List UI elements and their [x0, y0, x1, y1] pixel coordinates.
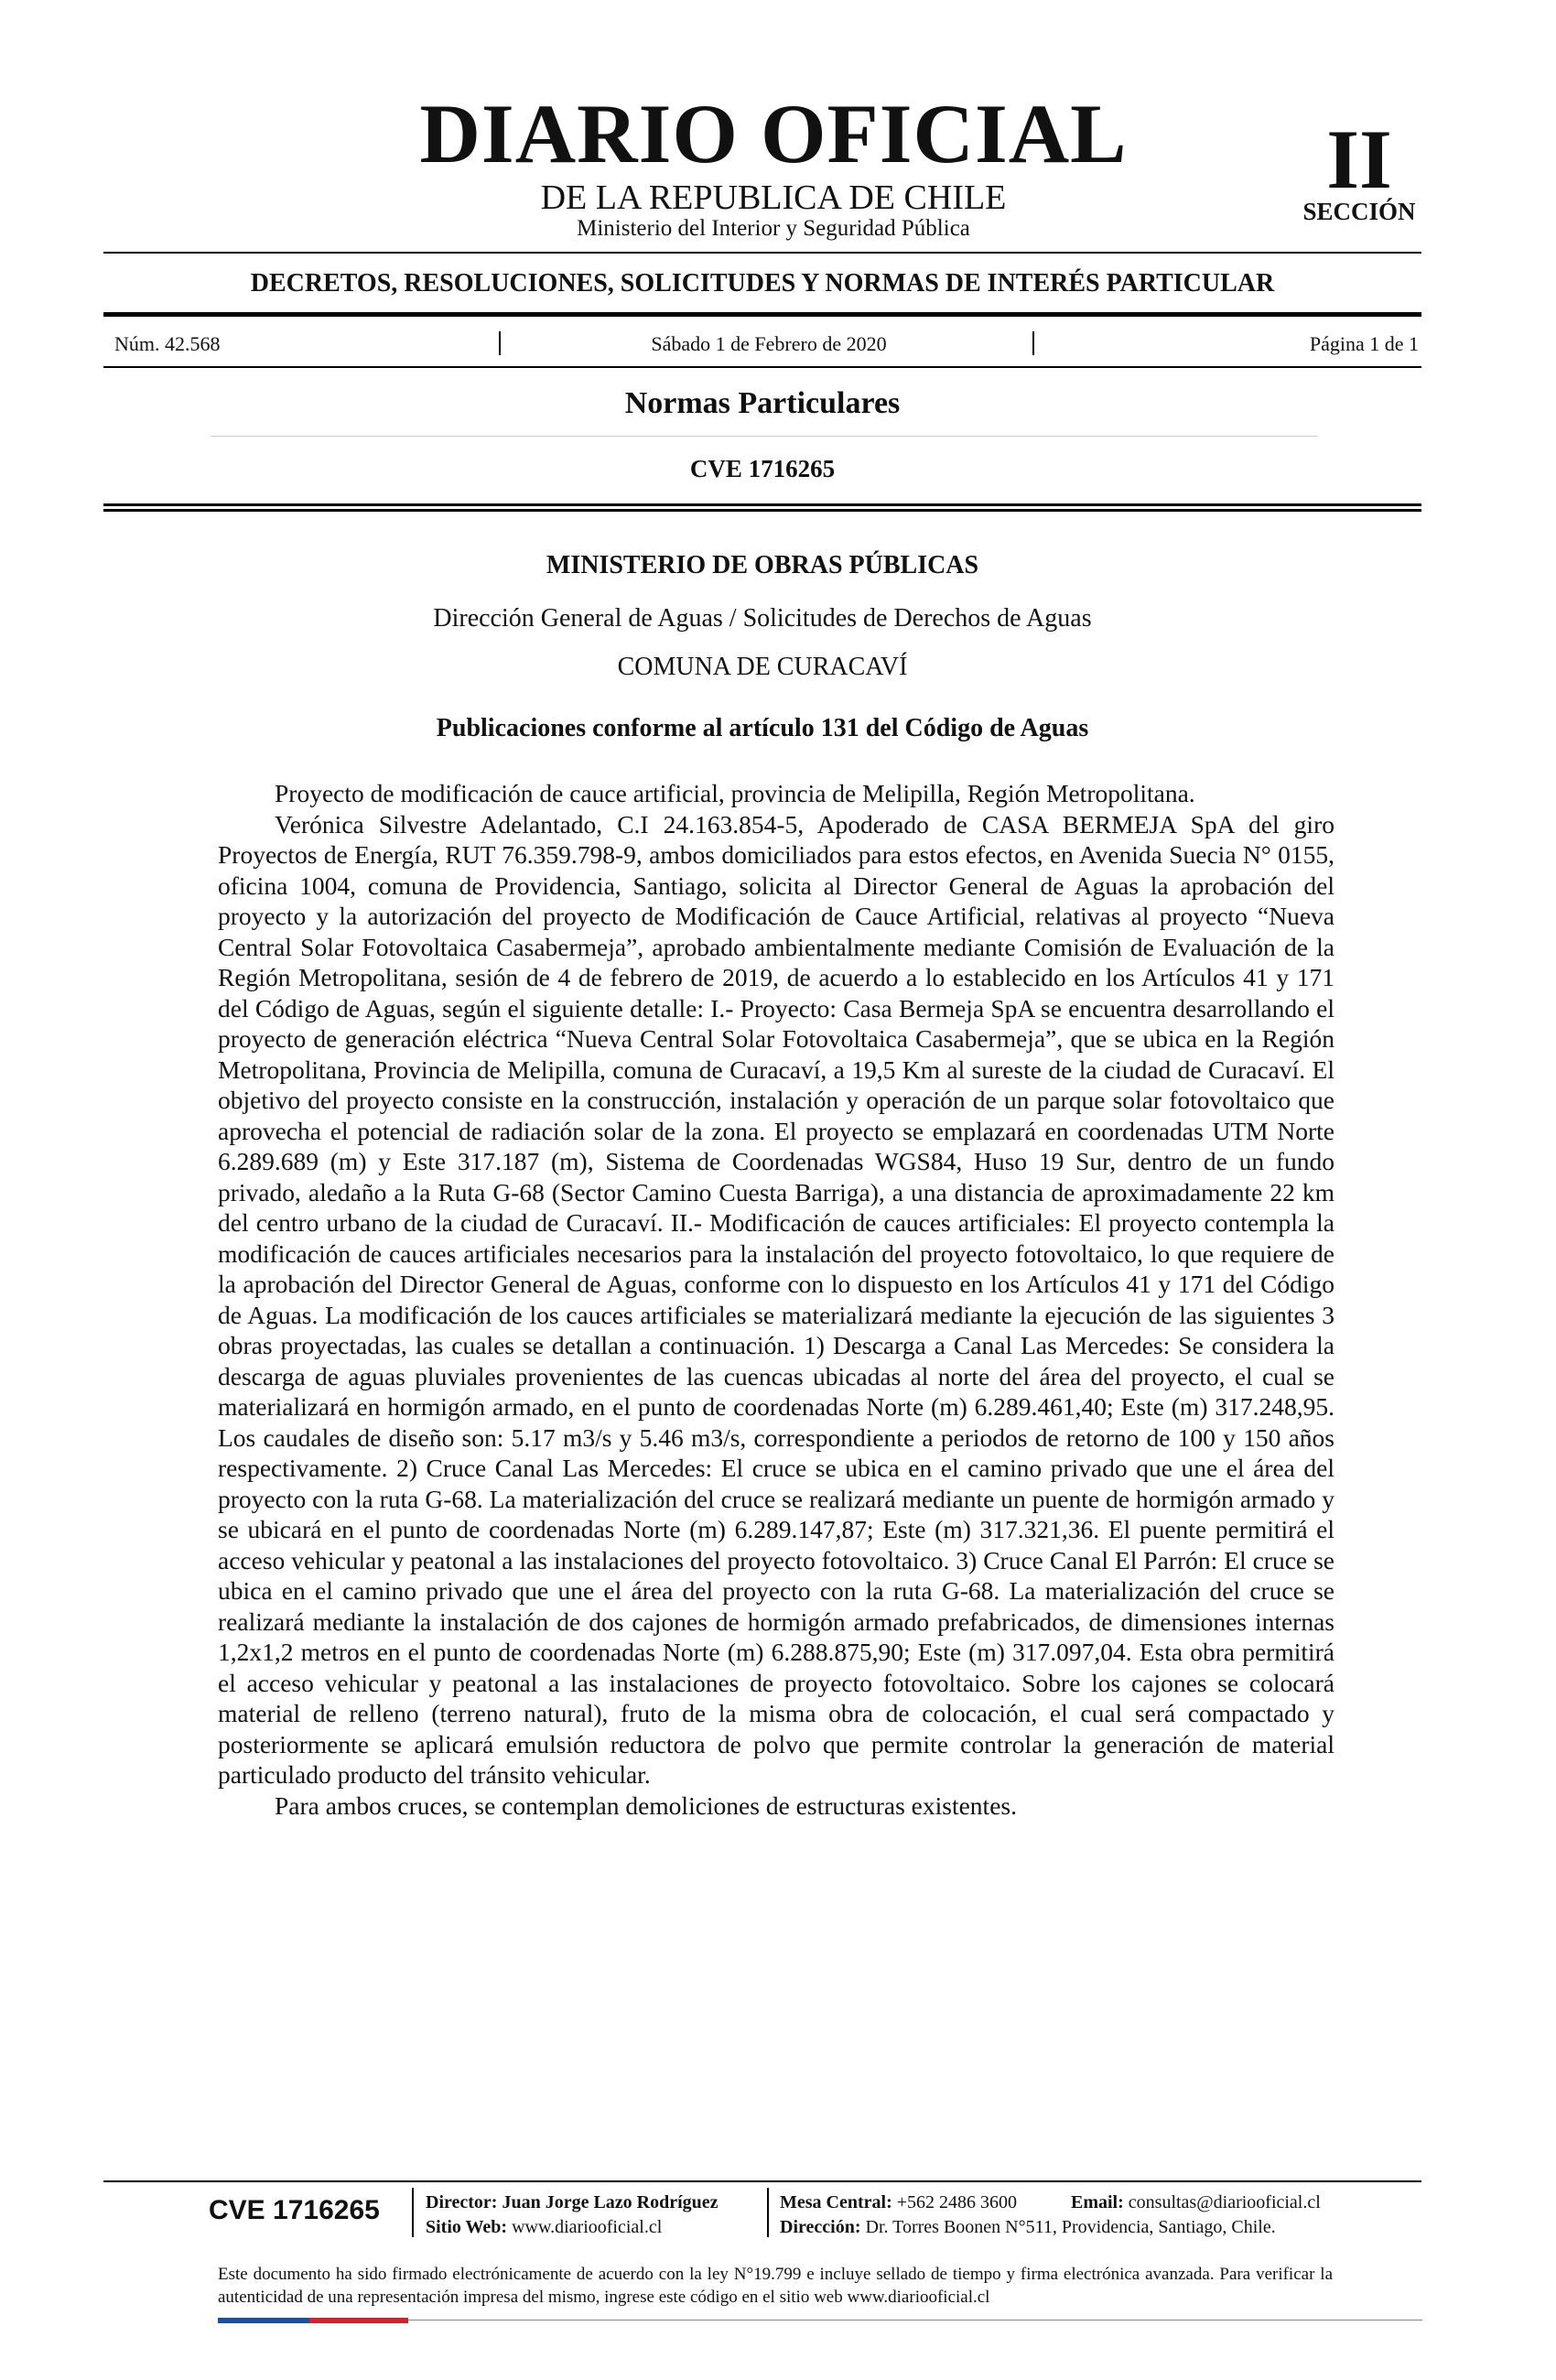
issue-date: Sábado 1 de Febrero de 2020: [651, 332, 887, 355]
comuna-heading: COMUNA DE CURACAVÍ: [617, 653, 908, 681]
body-paragraph: Para ambos cruces, se contemplan demoliciones de estructuras existentes.: [275, 1790, 1017, 1820]
cve-code: CVE 1716265: [689, 455, 836, 482]
section-label: SECCIÓN: [1302, 198, 1416, 225]
director-name: Juan Jorge Lazo Rodríguez: [502, 2192, 719, 2212]
website-link[interactable]: www.diariooficial.cl: [512, 2217, 663, 2237]
footer-phone: [780, 2191, 1017, 2215]
category-heading: DECRETOS, RESOLUCIONES, SOLICITUDES Y NORMAS DE INTERÉS PARTICULAR: [250, 269, 1275, 298]
section-title-divider: [211, 436, 1318, 437]
issue-rule: [103, 366, 1421, 368]
footer-separator: [412, 2188, 414, 2237]
document-body: [218, 778, 1334, 1821]
header-rule-thick: [103, 312, 1421, 317]
email-label: Email:: [1071, 2192, 1124, 2212]
section-title: Normas Particulares: [624, 386, 901, 420]
footer-rule-top: [103, 2180, 1421, 2182]
body-paragraph: Verónica Silvestre Adelantado, C.I 24.163.854-5, Apoderado de CASA BERMEJA SpA del giro Proyectos de Energía, RUT 76.359.798-9, ambos domiciliados para estos efectos, en Avenida Suecia N° 0155, oficina 1004, comuna de Providencia, Santiago, solicita al Director General de Aguas la aprobación del proyecto y la autorización del proyecto de Modificación de Cauce Artificial, relativas al proyecto “Nueva Central Solar Fotovoltaica Casabermeja”, aprobado ambientalmente mediante Comisión de Evaluación de la Región Metropolitana, sesión de 4 de febrero de 2019, de acuerdo a lo establecido en los Artículos 41 y 171 del Código de Aguas, según el siguiente detalle: I.- Proyecto: Casa Bermeja SpA se encuentra desarrollando el proyecto de generación eléctrica “Nueva Central Solar Fotovoltaica Casabermeja”, que se ubica en la Región Metropolitana, Provincia de Melipilla, comuna de Curacaví, a 19,5 Km al sureste de la ciudad de Curacaví. El objetivo del proyecto consiste en la construcción, instalación y operación de un parque solar fotovoltaico que aprovecha el potencial de radiación solar de la zona. El proyecto se emplazará en coordenadas UTM Norte 6.289.689 (m) y Este 317.187 (m), Sistema de Coordenadas WGS84, Huso 19 Sur, dentro de un fundo privado, aledaño a la Ruta G-68 (Sector Camino Cuesta Barriga), a una distancia de aproximadamente 22 km del centro urbano de la ciudad de Curacaví. II.- Modificación de cauces artificiales: El proyecto contempla la modificación de cauces artificiales necesarios para la instalación del proyecto fotovoltaico, lo que requiere de la aprobación del Director General de Aguas, conforme con lo dispuesto en los Artículos 41 y 171 del Código de Aguas. La modificación de los cauces artificiales se materializará mediante la ejecución de las siguientes 3 obras proyectadas, las cuales se detallan a continuación. 1) Descarga a Canal Las Mercedes: Se considera la descarga de aguas pluviales provenientes de las cuencas ubicadas al norte del área del proyecto, el cual se materializará en hormigón armado, en el punto de coordenadas Norte (m) 6.289.461,40; Este (m) 317.248,95. Los caudales de diseño son: 5.17 m3/s y 5.46 m3/s, correspondiente a periodos de retorno de 100 y 150 años respectivamente. 2) Cruce Canal Las Mercedes: El cruce se ubica en el camino privado que une el área del proyecto con la ruta G-68. La materialización del cruce se realizará mediante un puente de hormigón armado y se ubicará en el punto de coordenadas Norte (m) 6.289.147,87; Este (m) 317.321,36. El puente permitirá el acceso vehicular y peatonal a las instalaciones del proyecto fotovoltaico. 3) Cruce Canal El Parrón: El cruce se ubica en el camino privado que une el área del proyecto con la ruta G-68. La materialización del cruce se realizará mediante la instalación de dos cajones de hormigón armado prefabricados, de dimensiones internas 1,2x1,2 metros en el punto de coordenadas Norte (m) 6.288.875,90; Este (m) 317.097,04. Esta obra permitirá el acceso vehicular y peatonal a las instalaciones de proyecto fotovoltaico. Sobre los cajones se colocará material de relleno (terreno natural), fruto de la misma obra de colocación, el cual será compactado y posteriormente se aplicará emulsión reductora de polvo que permite controlar la generación de material particulado producto del tránsito vehicular.: [218, 809, 1334, 1789]
masthead-subtitle: DE LA REPUBLICA DE CHILE: [540, 178, 1007, 217]
body-paragraph: Proyecto de modificación de cauce artificial, provincia de Melipilla, Región Metropolitana.: [275, 779, 1195, 807]
direction-subheading: Dirección General de Aguas / Solicitudes de Derechos de Aguas: [433, 604, 1092, 633]
footer-director: [426, 2191, 719, 2215]
publication-title: Publicaciones conforme al artículo 131 del Código de Aguas: [436, 714, 1089, 742]
address-value: Dr. Torres Boonen N°511, Providencia, Santiago, Chile.: [865, 2217, 1276, 2237]
phone-label: Mesa Central:: [780, 2192, 892, 2212]
director-label: Director:: [426, 2192, 498, 2212]
phone-number: +562 2486 3600: [896, 2192, 1018, 2212]
address-label: Dirección:: [780, 2217, 861, 2237]
footer-email: [1071, 2191, 1321, 2215]
issue-separator-left: [499, 331, 501, 355]
issue-page: Página 1 de 1: [1309, 332, 1419, 355]
masthead-ministry: Ministerio del Interior y Seguridad Pública: [577, 216, 970, 241]
issue-separator-right: [1032, 331, 1034, 355]
footer-separator: [767, 2188, 769, 2237]
flag-stripe-blue: [218, 2318, 309, 2323]
footer-address: [780, 2215, 1276, 2240]
footer-website: [426, 2215, 662, 2240]
footer-cve-code: CVE 1716265: [209, 2195, 380, 2225]
ministry-heading: MINISTERIO DE OBRAS PÚBLICAS: [546, 551, 979, 579]
header-rule-top: [103, 252, 1421, 254]
cve-rule-bottom: [103, 509, 1421, 512]
cve-rule-top: [103, 503, 1421, 506]
website-label: Sitio Web:: [426, 2217, 508, 2237]
section-number: II: [1326, 113, 1392, 206]
masthead-title: DIARIO OFICIAL: [419, 87, 1128, 180]
email-link[interactable]: consultas@diariooficial.cl: [1128, 2192, 1321, 2212]
issue-number: Núm. 42.568: [114, 332, 221, 355]
legal-notice: Este documento ha sido firmado electrónicamente de acuerdo con la ley N°19.799 e incluye sellado de tiempo y firma electrónica avanzada. Para verificar la autenticidad de una representación impresa del mismo, ingrese este código en el sitio web www.diariooficial.cl: [218, 2265, 1333, 2307]
flag-stripe-red: [309, 2318, 408, 2323]
